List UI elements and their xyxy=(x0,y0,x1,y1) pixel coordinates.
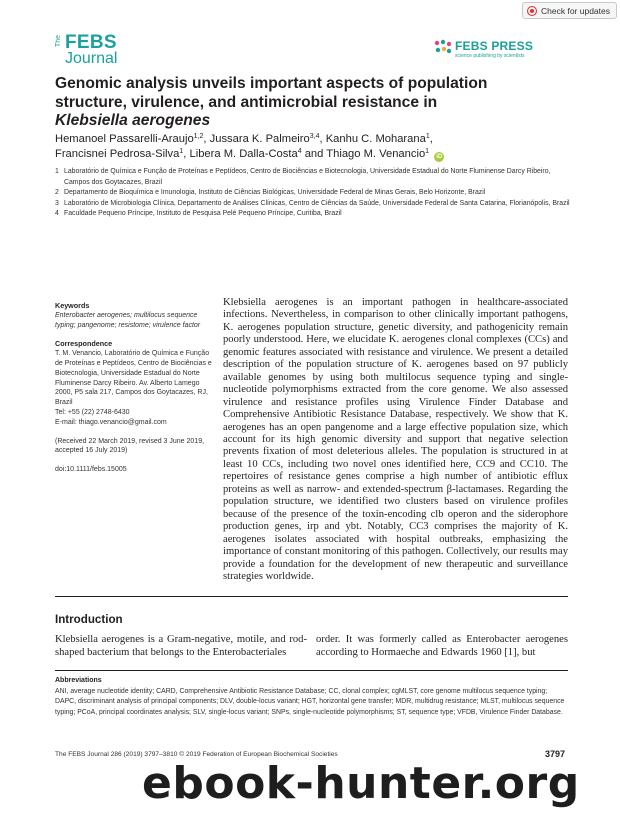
introduction-heading: Introduction xyxy=(55,613,123,626)
correspondence-tel: Tel: +55 (22) 2748-6430 xyxy=(55,408,130,416)
orcid-icon[interactable]: iD xyxy=(436,154,443,160)
and-word: and xyxy=(304,148,324,160)
title-organism: Klebsiella aerogenes xyxy=(55,112,211,129)
received-dates: (Received 22 March 2019, revised 3 June 2019, accepted 16 July 2019) xyxy=(55,437,205,455)
author-affil: 1,2 xyxy=(193,133,204,140)
affiliation-text: Laboratório de Química e Função de Proteínas e Peptídeos, Centro de Biociências e Biotecnologia, Universidade Estadual do Norte Fluminense Darcy Ribeiro, Campos dos Goytacazes, Brazil xyxy=(64,168,551,186)
title-line-1: Genomic analysis unveils important aspects of population xyxy=(55,75,488,92)
footer-citation: The FEBS Journal 286 (2019) 3797–3810 © 2019 Federation of European Biochemical Societies xyxy=(55,751,338,758)
author-affil: 4 xyxy=(297,148,302,155)
abbreviations xyxy=(55,676,568,718)
affiliation-number: 3 xyxy=(55,199,59,207)
publisher-name: FEBS PRESS xyxy=(455,39,534,53)
author-affil: 1 xyxy=(425,148,430,155)
journal-febs: FEBS xyxy=(65,32,117,53)
affiliation-item xyxy=(55,167,575,188)
author-name[interactable]: Francisnei Pedrosa-Silva xyxy=(55,148,180,160)
page-number: 3797 xyxy=(545,749,566,759)
check-updates-label: Check for updates xyxy=(541,5,610,16)
author-name[interactable]: Kanhu C. Moharana xyxy=(325,133,426,145)
affiliation-item xyxy=(55,188,575,199)
author-name[interactable]: Jussara K. Palmeiro xyxy=(209,133,310,145)
journal-word: Journal xyxy=(65,50,118,67)
divider xyxy=(55,670,568,671)
watermark: ebook-hunter.org xyxy=(142,758,580,809)
doi[interactable]: doi:10.1111/febs.15005 xyxy=(55,466,127,474)
affiliation-item xyxy=(55,199,575,210)
affiliation-number: 1 xyxy=(55,168,59,175)
author-affil: 3,4 xyxy=(309,133,320,140)
affiliation-text: Departamento de Bioquímica e Imunologia, Instituto de Ciências Biológicas, Universidade Federal de Minas Gerais, Belo Horizonte, Brazil xyxy=(64,189,486,197)
keywords-text: Enterobacter aerogenes; multilocus sequence typing; pangenome; resistome; virulence factor xyxy=(55,311,201,329)
author-list: Hemanoel Passarelli-Araujo$^{1,2}$, Jussara K. Palmeiro$^{3,4}$, Kanhu C. Moharana$^1$, Francisnei Pedrosa-Silva$^1$, Libera M. Dalla-Costa$^4$ and Thiago M. Venancio$^1$ iD xyxy=(55,133,443,160)
publisher-tagline: science publishing by scientists xyxy=(455,53,525,59)
affiliation-text: Laboratório de Microbiologia Clínica, Departamento de Análises Clínicas, Centro de Ciências da Saúde, Universidade Federal de Santa Catarina, Florianópolis, Brazil xyxy=(64,199,570,207)
correspondence-text: T. M. Venancio, Laboratório de Química e Função de Proteínas e Peptídeos, Centro de Biociências e Biotecnologia, Universidade Estadual do Norte Fluminense Darcy Ribeiro. Av. Alberto Lamego 2000, P5 sala 217, Campos dos Goytacazes, RJ, Brazil xyxy=(55,350,212,407)
check-for-updates-button[interactable] xyxy=(522,2,617,19)
article-title xyxy=(55,75,575,131)
journal-the: The xyxy=(55,35,62,48)
febs-press-dots-icon xyxy=(433,39,453,55)
crossmark-icon xyxy=(527,6,537,16)
affiliations xyxy=(55,167,575,220)
affiliation-text: Faculdade Pequeno Príncipe, Instituto de Pesquisa Pelé Pequeno Príncipe, Curitiba, Brazil xyxy=(64,210,342,218)
title-line-2: structure, virulence, and antimicrobial resistance in xyxy=(55,93,438,111)
author-name[interactable]: Thiago M. Venancio xyxy=(326,148,426,160)
affiliation-item xyxy=(55,209,575,220)
abbreviations-heading: Abbreviations xyxy=(55,677,102,684)
correspondence-heading: Correspondence xyxy=(55,339,113,349)
abbreviations-text: ANI, average nucleotide identity; CARD, Comprehensive Antibiotic Resistance Database; CC, clonal complex; cgMLST, core genome multilocus sequence typing; DAPC, discriminant analysis of principal components; DLV, double-locus variant; HGT, horizontal gene transfer; MDR, multidrug resistance; MLST, multilocus sequence typing; PCoA, principal coordinates analysis; SLV, single-locus variant; SNPs, single-nucleotide polymorphisms; ST, sequence type; VFDB, Virulence Finder Database. xyxy=(55,687,565,716)
author-affil: 1 xyxy=(425,133,430,140)
article-sidebar xyxy=(55,301,215,475)
divider xyxy=(55,596,568,597)
affiliation-number: 2 xyxy=(55,189,59,197)
keywords-heading: Keywords xyxy=(55,301,90,310)
abstract: Klebsiella aerogenes is an important pathogen in healthcare-associated infections. Nevertheless, in comparison to other clinically important pathogens, K. aerogenes population structure, genetic diversity, and pathogenicity remain poorly understood. Here, we elucidate K. aerogenes clonal complexes (CCs) and genomic features associated with resistance and virulence. We present a detailed description of the population structure of K. aerogenes based on 97 publicly available genomes by using both multilocus sequence typing and single-nucleotide polymorphisms extracted from the core genome. We also assessed virulence and resistance profiles using Virulence Finder Database and Comprehensive Antibiotic Resistance Database, respectively. We show that K. aerogenes has an open pangenome and a large effective population size, which account for its high genomic diversity and support that negative selection prevents fixation of most deleterious alleles. The population is structured in at least 10 CCs, including two novel ones identified here, CC9 and CC10. The repertoires of resistance genes comprise a high number of antibiotic efflux proteins as well as narrow- and extended-spectrum β-lactamases. Regarding the population structure, we identified two clusters based on virulence profiles because of the presence of the toxin-encoding clb operon and the siderophore production genes, irp and ybt. Notably, CC3 comprises the majority of K. aerogenes isolates associated with hospital outbreaks, emphasizing the importance of constant monitoring of this pathogen. Collectively, our results may provide a foundation for the development of new therapeutic and surveillance strategies worldwide. xyxy=(223,297,568,582)
author-name[interactable]: Libera M. Dalla-Costa xyxy=(189,148,298,160)
author-name[interactable]: Hemanoel Passarelli-Araujo xyxy=(55,133,194,145)
affiliation-number: 4 xyxy=(55,210,59,218)
author-affil: 1 xyxy=(179,148,184,155)
introduction-column-1: Klebsiella aerogenes is a Gram-negative, motile, and rod-shaped bacterium that belongs to the Enterobacteriales xyxy=(55,634,307,658)
correspondence-email[interactable]: E-mail: thiago.venancio@gmail.com xyxy=(55,418,167,426)
introduction-column-2: order. It was formerly called as Enterobacter aerogenes according to Hormaeche and Edwards 1960 [1], but xyxy=(316,634,568,658)
